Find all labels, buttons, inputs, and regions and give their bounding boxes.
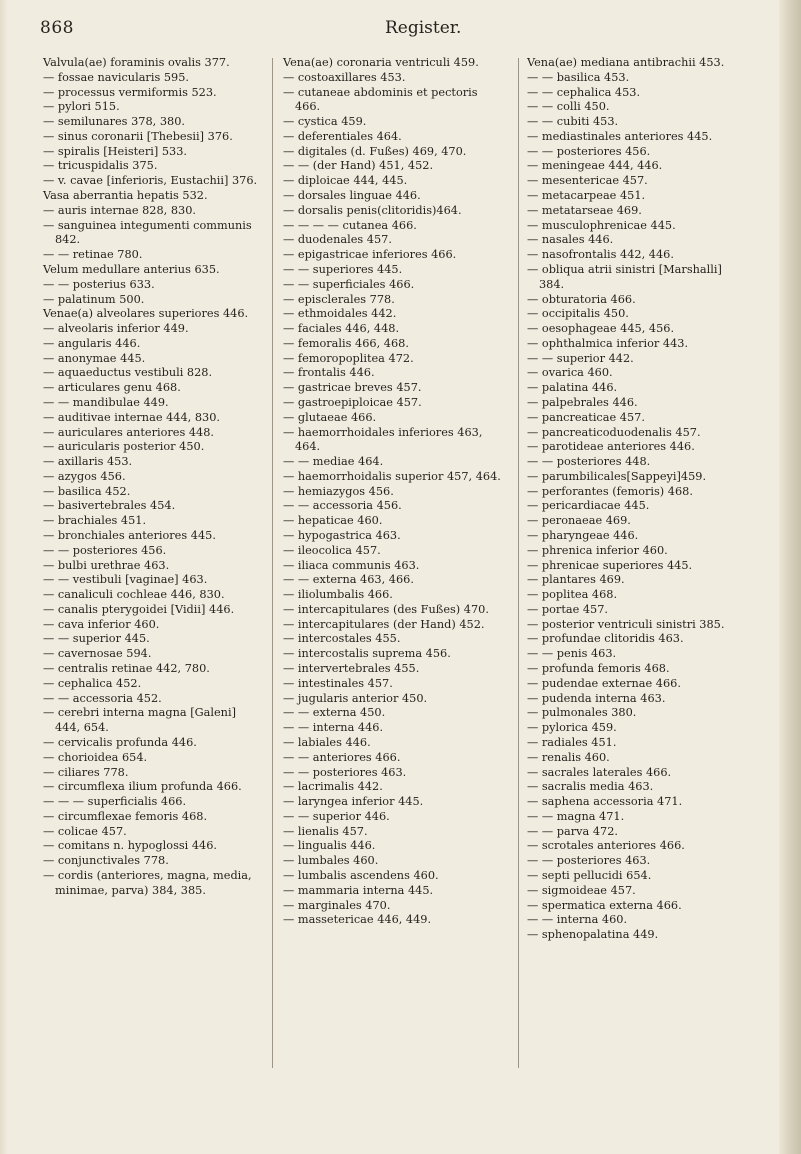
index-entry: — pharyngeae 446. — [527, 529, 639, 542]
index-entry: — musculophrenicae 445. — [527, 218, 676, 232]
index-entry: — epigastricae inferiores 466. — [283, 248, 457, 262]
index-entry: — plantares 469. — [527, 573, 625, 587]
index-entry: Vena(ae) mediana antibrachii 453. — [527, 56, 725, 69]
index-entry: — azygos 456. — [43, 469, 126, 483]
index-entry: — profunda femoris 468. — [527, 662, 670, 676]
index-entry: — digitales (d. Fußes) 469, 470. — [283, 144, 467, 158]
index-entry: — — cubiti 453. — [527, 115, 619, 129]
register-columns — [43, 56, 748, 1131]
index-entry: — intercapitulares (der Hand) 452. — [283, 617, 485, 631]
index-entry: — obliqua atrii sinistri [Marshalli] 384. — [527, 262, 722, 291]
index-entry: — axillaris 453. — [43, 455, 133, 469]
index-entry: — — superior 445. — [43, 632, 150, 646]
index-entry: — auris internae 828, 830. — [43, 203, 196, 217]
page-number: 868 — [40, 18, 74, 38]
index-entry: — tricuspidalis 375. — [43, 159, 158, 173]
column-divider — [518, 58, 519, 1068]
index-entry: — — (der Hand) 451, 452. — [283, 159, 434, 173]
index-entry: — — mediae 464. — [283, 455, 384, 469]
index-entry: — — anteriores 466. — [283, 750, 401, 764]
index-entry: — posterior ventriculi sinistri 385. — [527, 617, 725, 631]
index-entry: — occipitalis 450. — [527, 307, 629, 321]
index-entry: — palatinum 500. — [43, 292, 145, 306]
index-entry: — — posteriores 456. — [43, 543, 167, 557]
index-entry: — intercostalis suprema 456. — [283, 647, 451, 661]
index-entry: — peronaeae 469. — [527, 514, 631, 528]
index-entry: — cutaneae abdominis et pectoris 466. — [283, 85, 478, 114]
index-entry: — mammaria interna 445. — [283, 883, 434, 897]
index-entry: — gastricae breves 457. — [283, 381, 422, 395]
index-entry: — diploicae 444, 445. — [283, 174, 408, 188]
index-entry: — processus vermiformis 523. — [43, 85, 217, 99]
index-entry: — phrenicae superiores 445. — [527, 558, 693, 572]
page-header — [40, 12, 745, 46]
index-entry: — — retinae 780. — [43, 248, 143, 262]
index-entry: — deferentiales 464. — [283, 129, 402, 143]
index-entry: — laryngea inferior 445. — [283, 795, 424, 809]
index-entry: — radiales 451. — [527, 735, 617, 749]
index-entry: — conjunctivales 778. — [43, 854, 169, 868]
column-divider — [272, 58, 273, 1068]
running-title: Register. — [385, 18, 462, 38]
index-entry: — v. cavae [inferioris, Eustachii] 376. — [43, 174, 258, 188]
index-entry: — lumbales 460. — [283, 854, 379, 868]
index-entry: — cervicalis profunda 446. — [43, 735, 197, 749]
index-entry: — septi pellucidi 654. — [527, 868, 652, 882]
index-entry: — canalis pterygoidei [Vidii] 446. — [43, 602, 235, 616]
index-entry: — canaliculi cochleae 446, 830. — [43, 588, 225, 602]
index-entry: — — vestibuli [vaginae] 463. — [43, 573, 208, 587]
index-entry: — iliaca communis 463. — [283, 558, 420, 572]
index-entry: — — parva 472. — [527, 824, 619, 838]
index-entry: — cephalica 452. — [43, 676, 142, 690]
index-entry: — frontalis 446. — [283, 366, 375, 380]
index-entry: — episclerales 778. — [283, 292, 395, 306]
index-entry: — renalis 460. — [527, 750, 610, 764]
index-entry: — mediastinales anteriores 445. — [527, 129, 713, 143]
index-entry: — profundae clitoridis 463. — [527, 632, 684, 646]
index-entry: — lienalis 457. — [283, 824, 368, 838]
index-entry: — phrenica inferior 460. — [527, 543, 668, 557]
index-entry: — fossae navicularis 595. — [43, 70, 189, 84]
index-entry: — pancreaticae 457. — [527, 410, 645, 424]
index-entry: — basivertebrales 454. — [43, 499, 176, 513]
index-entry: — intestinales 457. — [283, 676, 393, 690]
index-entry: — poplitea 468. — [527, 588, 618, 602]
index-entry: — faciales 446, 448. — [283, 322, 400, 336]
index-entry: — sacrales laterales 466. — [527, 765, 672, 779]
index-entry: — pudendae externae 466. — [527, 676, 681, 690]
index-entry: — oesophageae 445, 456. — [527, 322, 675, 336]
index-entry: — gastroepiploicae 457. — [283, 395, 422, 409]
index-entry: — cordis (anteriores, magna, media, minimae, parva) 384, 385. — [43, 868, 252, 897]
index-entry: — comitans n. hypoglossi 446. — [43, 839, 218, 853]
index-entry: — nasales 446. — [527, 233, 614, 247]
index-entry: — femoralis 466, 468. — [283, 336, 409, 350]
index-entry: — palpebrales 446. — [527, 395, 638, 409]
index-entry: — spiralis [Heisteri] 533. — [43, 144, 188, 158]
index-entry: — angularis 446. — [43, 336, 141, 350]
index-entry: — haemorrhoidalis superior 457, 464. — [283, 469, 501, 483]
index-entry: — sigmoideae 457. — [527, 883, 636, 897]
index-entry: — labiales 446. — [283, 735, 371, 749]
index-entry: — jugularis anterior 450. — [283, 691, 428, 705]
index-entry: — — posteriores 463. — [527, 854, 651, 868]
page-edge-shadow — [779, 0, 801, 1154]
index-entry: — — posteriores 456. — [527, 144, 651, 158]
index-entry: — pancreaticoduodenalis 457. — [527, 425, 701, 439]
index-entry: — — externa 463, 466. — [283, 573, 414, 587]
index-entry: — cerebri interna magna [Galeni] 444, 654. — [43, 706, 236, 735]
index-entry: — alveolaris inferior 449. — [43, 322, 189, 336]
index-entry: — — interna 446. — [283, 721, 384, 735]
index-entry: Venae(a) alveolares superiores 446. — [43, 307, 249, 321]
index-entry: — circumflexa ilium profunda 466. — [43, 780, 242, 794]
index-entry: — centralis retinae 442, 780. — [43, 662, 210, 676]
index-column-3 — [527, 56, 747, 943]
index-entry: Vasa aberrantia hepatis 532. — [43, 189, 208, 203]
index-entry: — pericardiacae 445. — [527, 499, 650, 513]
index-entry: — sanguinea integumenti communis 842. — [43, 218, 252, 247]
index-entry: — cavernosae 594. — [43, 647, 152, 661]
index-entry: — — superiores 445. — [283, 262, 403, 276]
index-entry: — hypogastrica 463. — [283, 529, 401, 542]
index-entry: — lingualis 446. — [283, 839, 376, 853]
index-entry: — scrotales anteriores 466. — [527, 839, 685, 853]
index-entry: — costoaxillares 453. — [283, 70, 406, 84]
index-entry: — — cephalica 453. — [527, 85, 641, 99]
index-entry: — auricularis posterior 450. — [43, 440, 205, 454]
index-entry: — intercostales 455. — [283, 632, 401, 646]
index-entry: — portae 457. — [527, 602, 609, 616]
index-entry: — sphenopalatina 449. — [527, 928, 659, 942]
index-entry: — iliolumbalis 466. — [283, 588, 393, 602]
index-entry: — — basilica 453. — [527, 70, 630, 84]
index-entry: — — posteriores 448. — [527, 455, 651, 469]
index-entry: — — colli 450. — [527, 100, 610, 114]
index-entry: — intervertebrales 455. — [283, 662, 420, 676]
index-entry: — — interna 460. — [527, 913, 628, 927]
index-entry: Velum medullare anterius 635. — [43, 262, 220, 276]
index-entry: — parotideae anteriores 446. — [527, 440, 695, 454]
index-entry: — — accessoria 456. — [283, 499, 402, 513]
index-entry: — — — — cutanea 466. — [283, 218, 417, 232]
index-entry: — basilica 452. — [43, 484, 131, 498]
index-entry: — pulmonales 380. — [527, 706, 637, 720]
index-entry: — — posteriores 463. — [283, 765, 407, 779]
index-entry: — pudenda interna 463. — [527, 691, 666, 705]
index-entry: — bulbi urethrae 463. — [43, 558, 170, 572]
index-entry: — — superficiales 466. — [283, 277, 415, 291]
index-entry: — cava inferior 460. — [43, 617, 160, 631]
index-entry: — — superior 442. — [527, 351, 634, 365]
index-entry: — spermatica externa 466. — [527, 898, 682, 912]
index-entry: — — externa 450. — [283, 706, 386, 720]
index-entry: — — posterius 633. — [43, 277, 155, 291]
index-entry: — nasofrontalis 442, 446. — [527, 248, 674, 262]
index-entry: — palatina 446. — [527, 381, 618, 395]
index-entry: Vena(ae) coronaria ventriculi 459. — [283, 56, 479, 69]
index-entry: — lacrimalis 442. — [283, 780, 383, 794]
index-entry: — aquaeductus vestibuli 828. — [43, 366, 213, 380]
index-entry: — hepaticae 460. — [283, 514, 383, 528]
index-column-2 — [283, 56, 503, 928]
index-entry: — cystica 459. — [283, 115, 367, 129]
index-entry: — glutaeae 466. — [283, 410, 377, 424]
index-entry: — auriculares anteriores 448. — [43, 425, 215, 439]
index-entry: — obturatoria 466. — [527, 292, 636, 306]
index-entry: — — magna 471. — [527, 809, 625, 823]
index-entry: — circumflexae femoris 468. — [43, 809, 208, 823]
index-entry: — ciliares 778. — [43, 765, 129, 779]
index-entry: — massetericae 446, 449. — [283, 913, 432, 927]
index-entry: — colicae 457. — [43, 824, 127, 838]
index-entry: — duodenales 457. — [283, 233, 392, 247]
index-entry: — — — superficialis 466. — [43, 795, 187, 809]
index-entry: — ileocolica 457. — [283, 543, 381, 557]
index-entry: — — mandibulae 449. — [43, 395, 169, 409]
index-entry: Valvula(ae) foraminis ovalis 377. — [43, 56, 230, 69]
index-entry: — intercapitulares (des Fußes) 470. — [283, 602, 489, 616]
index-entry: — perforantes (femoris) 468. — [527, 484, 693, 498]
index-entry: — metacarpeae 451. — [527, 189, 646, 203]
index-entry: — sinus coronarii [Thebesii] 376. — [43, 129, 233, 143]
index-entry: — ophthalmica inferior 443. — [527, 336, 689, 350]
index-entry: — mesentericae 457. — [527, 174, 648, 188]
index-entry: — bronchiales anteriores 445. — [43, 529, 216, 542]
index-entry: — sacralis media 463. — [527, 780, 654, 794]
index-entry: — marginales 470. — [283, 898, 391, 912]
index-entry: — haemorrhoidales inferiores 463, 464. — [283, 425, 483, 454]
index-entry: — ovarica 460. — [527, 366, 613, 380]
index-entry: — semilunares 378, 380. — [43, 115, 185, 129]
index-entry: — anonymae 445. — [43, 351, 146, 365]
index-entry: — auditivae internae 444, 830. — [43, 410, 220, 424]
index-entry: — saphena accessoria 471. — [527, 795, 683, 809]
index-entry: — dorsales linguae 446. — [283, 189, 421, 203]
index-entry: — pylori 515. — [43, 100, 120, 114]
index-entry: — meningeae 444, 446. — [527, 159, 663, 173]
page-gutter-shadow — [0, 0, 8, 1154]
index-entry: — chorioidea 654. — [43, 750, 148, 764]
index-entry: — parumbilicales[Sappeyi]459. — [527, 469, 707, 483]
index-entry: — ethmoidales 442. — [283, 307, 397, 321]
index-entry: — articulares genu 468. — [43, 381, 181, 395]
index-entry: — — accessoria 452. — [43, 691, 162, 705]
index-entry: — lumbalis ascendens 460. — [283, 868, 439, 882]
index-entry: — metatarseae 469. — [527, 203, 642, 217]
index-entry: — — superior 446. — [283, 809, 390, 823]
index-entry: — dorsalis penis(clitoridis)464. — [283, 203, 462, 217]
index-entry: — femoropoplitea 472. — [283, 351, 414, 365]
index-column-1 — [43, 56, 263, 899]
index-entry: — brachiales 451. — [43, 514, 147, 528]
index-entry: — pylorica 459. — [527, 721, 617, 735]
index-entry: — — penis 463. — [527, 647, 617, 661]
index-entry: — hemiazygos 456. — [283, 484, 394, 498]
